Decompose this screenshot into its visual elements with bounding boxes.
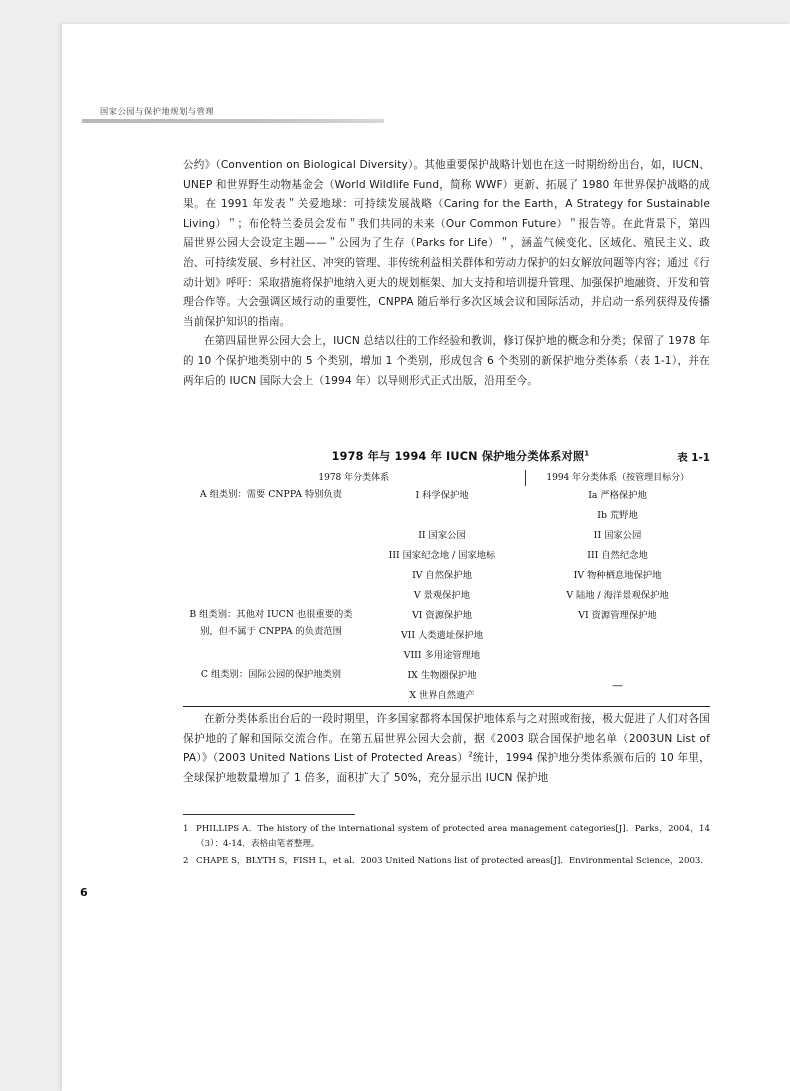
cell-1978-3: III 国家纪念地 / 国家地标 [388, 550, 496, 561]
cell-1994-4: IV 物种栖息地保护地 [573, 570, 662, 581]
table-caption [183, 448, 710, 464]
cell-1994-1: Ib 荒野地 [597, 510, 638, 521]
table-caption-footnote-marker: 1 [584, 449, 590, 458]
cell-1978-9: IX 生物圈保护地 [407, 670, 477, 681]
footnote-item-2 [183, 854, 710, 869]
footnote-number-2: 2 [183, 856, 189, 867]
footnote-text-2: CHAPE S，BLYTH S，FISH L，et al．2003 United Nations list of protected areas[J]．Environmental Science，2003． [196, 856, 709, 867]
paragraph-3-part-b: 统计，1994 保护地分类体系颁布后的 10 年里，全球保护地数量增加了 1 倍多，面积扩大了 50%，充分显示出 IUCN 保护地 [183, 752, 710, 784]
cell-1978-5: V 景观保护地 [413, 590, 471, 601]
table-number: 表 1-1 [677, 452, 710, 464]
paragraph-3-part-a: 在新分类体系出台后的一段时期里，许多国家都将本国保护地体系与之对照或衔接，极大促进了人们对各国保护地的了解和国际交流合作。在第五届世界公园大会前，据《2003 联合国保护地名单（2003UN List of PA）》（2003 United Nations List of Protected Areas） [183, 713, 710, 765]
footnote-item-1 [183, 822, 710, 851]
page-sheet [62, 24, 790, 1091]
table-row [183, 666, 710, 686]
table-block [183, 448, 710, 707]
content-column [183, 156, 710, 391]
running-head-rule [82, 119, 384, 123]
footnote-text-1: PHILLIPS A．The history of the international system of protected area management categories[J]．Parks，2004，14（3）：4-14．表格由笔者整理。 [196, 824, 710, 849]
running-head [82, 106, 682, 123]
content-column-after-table [183, 710, 710, 788]
paragraph-3-footnote-marker: 2 [468, 750, 473, 759]
running-head-title: 国家公园与保护地规划与管理 [100, 106, 215, 116]
paragraph-2: 在第四届世界公园大会上，IUCN 总结以往的工作经验和教训，修订保护地的概念和分类；保留了 1978 年的 10 个保护地类别中的 5 个类别，增加 1 个类别，形成包含 6 个类别的新保护地分类体系（表 1-1），并在两年后的 IUCN 国际大会上（1994 年）以导则形式正式出版，沿用至今。 [183, 335, 710, 387]
cell-1978-6: VI 资源保护地 [412, 610, 472, 621]
paragraph-3 [183, 710, 710, 788]
group-cell-c: C 组类别：国际公园的保护地类别 [183, 666, 359, 707]
table-caption-text: 1978 年与 1994 年 IUCN 保护地分类体系对照 [331, 450, 585, 463]
iucn-comparison-table [183, 470, 710, 707]
table-header-1994: 1994 年分类体系（按管理目标分） [546, 473, 690, 483]
cell-1978-8: VIII 多用途管理地 [403, 650, 481, 661]
cell-1978-1 [359, 506, 525, 526]
paragraph-1: 公约》（Convention on Biological Diversity）。其他重要保护战略计划也在这一时期纷纷出台，如，IUCN、UNEP 和世界野生动物基金会（World Wildlife Fund，简称 WWF）更新、拓展了 1980 年世界保护战略的成果。在 1991 年发表＂关爱地球：可持续发展战略（Caring for the Earth，A Strategy for Sustainable Living）＂；布伦特兰委员会发布＂我们共同的未来（Our Common Future）＂报告等。在此背景下，第四届世界公园大会设定主题——＂公园为了生存（Parks for Life）＂，涵盖气候变化、区域化、殖民主义、政治、可持续发展、乡村社区、冲突的管理、非传统利益相关群体和劳动力保护的妇女解放问题等内容；通过《行动计划》呼吁：采取措施将保护地纳入更大的规划框架、加大支持和培训提升管理、加强保护地融资、开发和管理合作等。大会强调区域行动的重要性，CNPPA 随后举行多次区域会议和国际活动，并启动一系列获得及传播当前保护知识的指南。 [183, 159, 710, 328]
cell-1978-0: I 科学保护地 [415, 490, 469, 501]
cell-1994-3: III 自然纪念地 [587, 550, 648, 561]
cell-1994-6: VI 资源管理保护地 [578, 610, 657, 621]
footnote-number-1: 1 [183, 824, 189, 835]
cell-1978-4: IV 自然保护地 [412, 570, 472, 581]
table-row [183, 606, 710, 626]
group-cell-a: A 组类别：需要 CNPPA 特别负责 [199, 489, 343, 500]
cell-1994-5: V 陆地 / 海洋景观保护地 [566, 590, 669, 601]
footnotes [183, 814, 710, 872]
page-number: 6 [80, 886, 88, 899]
group-cell-b: B 组类别：其他对 IUCN 也很重要的类别，但不属于 CNPPA 的负责范围 [189, 609, 353, 637]
table-header-row [183, 470, 710, 486]
footnote-separator-rule [183, 814, 355, 815]
cell-1978-10: X 世界自然遗产 [359, 686, 525, 707]
cell-1994-9: — [525, 666, 710, 707]
cell-1978-7: VII 人类遗址保护地 [400, 630, 484, 641]
table-row [183, 486, 710, 506]
table-header-1978: 1978 年分类体系 [183, 470, 525, 486]
cell-1994-2: II 国家公园 [593, 530, 642, 541]
cell-1978-2: II 国家公园 [418, 530, 466, 541]
cell-1994-0: Ia 严格保护地 [588, 490, 647, 501]
table-caption-row [183, 448, 710, 470]
